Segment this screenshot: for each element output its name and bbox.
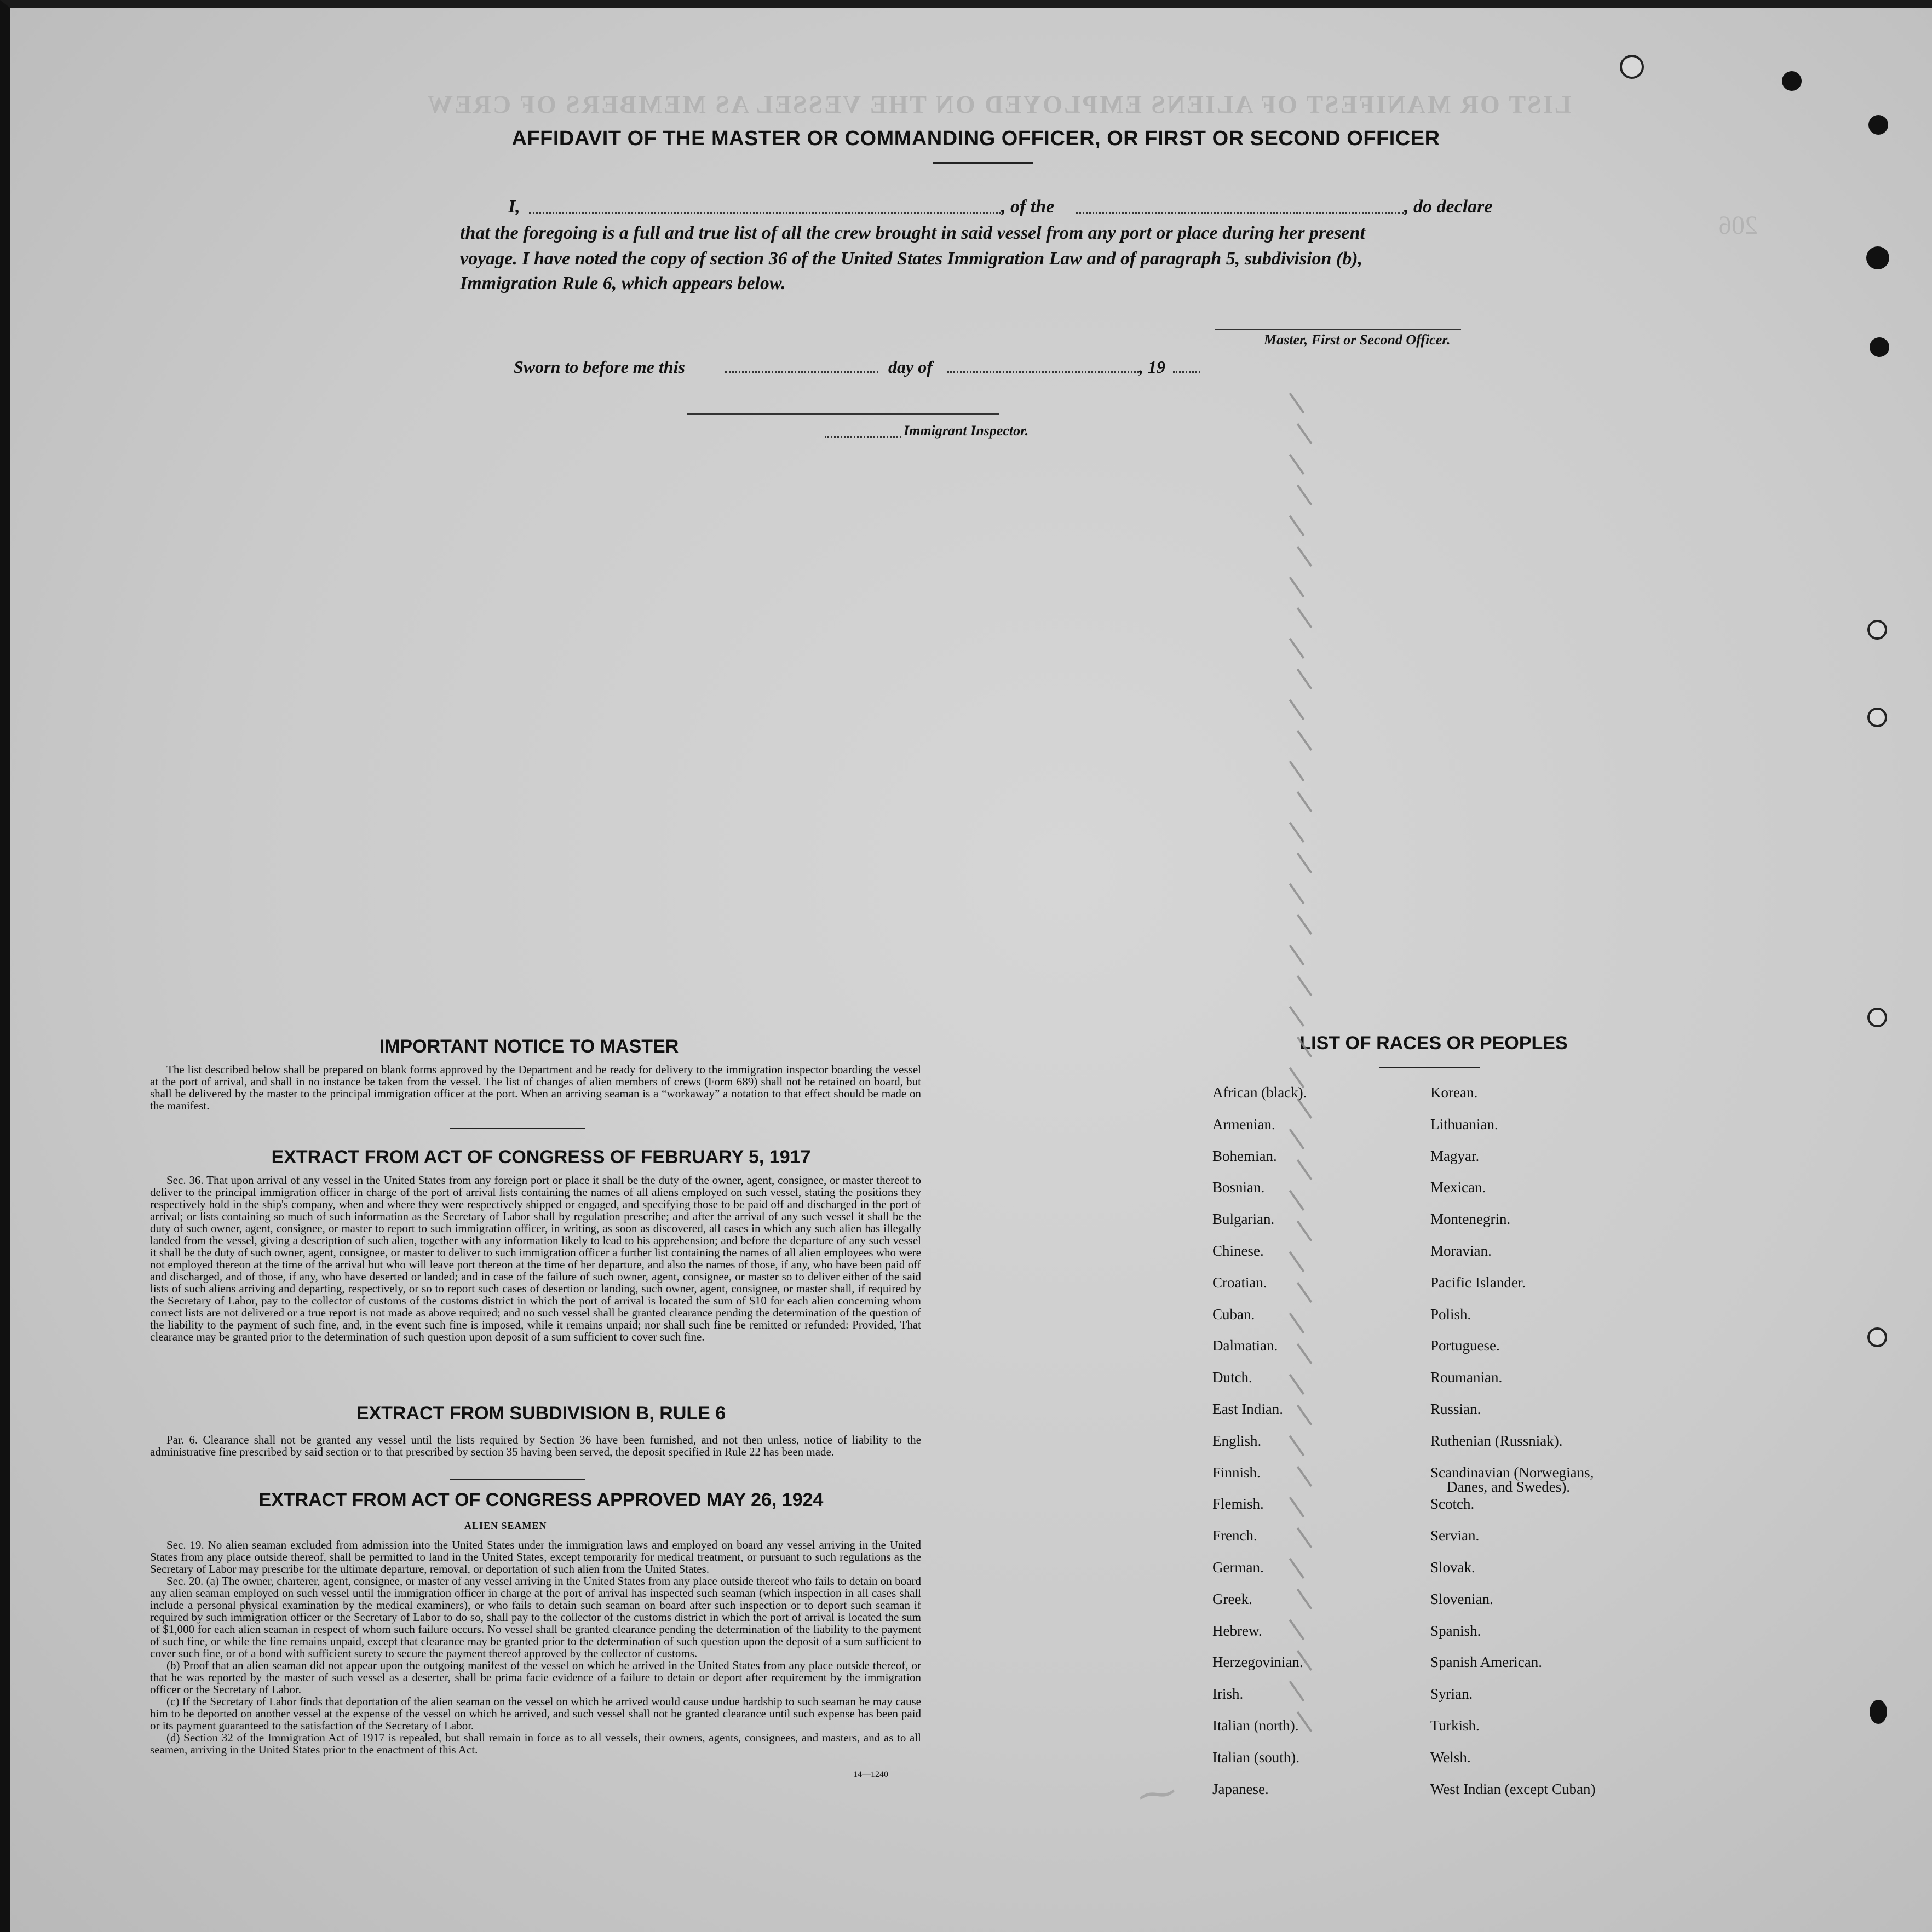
- race-left-item: French.: [1212, 1527, 1257, 1544]
- extract-rule6-text: Par. 6. Clearance shall not be granted any vessel until the lists required by Section 36 have been furnished, and not then unless, notice of liability to the administrative fine prescribed by said section or to that prescribed by section 35 having been served, the deposit specified in Rule 22 has been made.: [150, 1433, 921, 1458]
- extract-rule6-title: EXTRACT FROM SUBDIVISION B, RULE 6: [356, 1403, 726, 1424]
- check-mark: [1289, 577, 1305, 597]
- check-mark: [1297, 1282, 1313, 1303]
- check-mark: [1297, 1221, 1313, 1241]
- race-right-item: Portuguese.: [1430, 1337, 1500, 1354]
- sec-19-text: Sec. 19. No alien seaman excluded from admission into the United States under the immigration laws and employed on board any vessel arriving in the United States from any place outside thereof, shall be permitted to land in the United States, except temporarily for medical treatment, or pursuant to such regulations as the Secretary of Labor may prescribe for the ultimate departure, removal, or deportation of such alien from the United States.: [150, 1538, 921, 1576]
- affidavit-line-4: Immigration Rule 6, which appears below.: [460, 273, 786, 294]
- sworn-month-blank[interactable]: [947, 371, 1139, 373]
- check-mark: [1297, 853, 1313, 873]
- check-mark: [1289, 945, 1305, 965]
- sec-20b-text: (b) Proof that an alien seaman did not appear upon the outgoing manifest of the vessel on which he arrived in the United States from any place outside thereof, or that he was reported by the master of such vessel as a deserter, shall be prima facie evidence of a failure to detain or deport after requirement by the immigration officer or the Secretary of Labor.: [150, 1659, 921, 1696]
- sworn-year-blank[interactable]: [1173, 371, 1200, 373]
- extract-1917-body: [150, 1174, 921, 1343]
- race-left-item: Bulgarian.: [1212, 1211, 1275, 1228]
- race-right-item: Scandinavian (Norwegians,: [1430, 1464, 1594, 1481]
- race-left-item: Hebrew.: [1212, 1622, 1262, 1639]
- affidavit-name-blank[interactable]: [529, 212, 1001, 214]
- race-right-item: Pacific Islander.: [1430, 1274, 1526, 1291]
- check-mark: [1289, 1497, 1305, 1517]
- race-right-item: West Indian (except Cuban): [1430, 1780, 1596, 1797]
- binder-hole-4: [1867, 620, 1887, 640]
- check-mark: [1289, 822, 1305, 843]
- check-mark: [1289, 515, 1305, 536]
- race-left-item: Chinese.: [1212, 1243, 1264, 1259]
- race-right-item: Russian.: [1430, 1401, 1481, 1417]
- notice-rule: [450, 1128, 585, 1129]
- race-right-item: Mexican.: [1430, 1179, 1486, 1196]
- race-left-item: German.: [1212, 1559, 1264, 1576]
- race-right-item: Slovak.: [1430, 1559, 1475, 1576]
- binder-hole-5: [1867, 708, 1887, 727]
- check-mark: [1289, 393, 1305, 413]
- race-left-item: Japanese.: [1212, 1780, 1269, 1797]
- check-mark: [1289, 454, 1305, 475]
- race-left-item: Bosnian.: [1212, 1179, 1265, 1196]
- race-left-item: Cuban.: [1212, 1306, 1255, 1323]
- race-right-item: Montenegrin.: [1430, 1211, 1511, 1228]
- check-mark: [1289, 1190, 1305, 1211]
- check-mark: [1297, 607, 1313, 628]
- affidavit-title-rule: [933, 162, 1033, 164]
- form-number: 14—1240: [853, 1770, 888, 1779]
- sec-20d-text: (d) Section 32 of the Immigration Act of 1917 is repealed, but shall remain in force as to all vessels, their owners, agents, consignees, and masters, and as to all seamen, arriving in the United States prior to the enactment of this Act.: [150, 1731, 921, 1756]
- check-mark: [1289, 1006, 1305, 1027]
- race-right-item: Lithuanian.: [1430, 1116, 1498, 1132]
- race-left-item: Finnish.: [1212, 1464, 1261, 1481]
- extract-1917-title: EXTRACT FROM ACT OF CONGRESS OF FEBRUARY 5, 1917: [271, 1147, 811, 1168]
- inspector-signature-line[interactable]: [687, 413, 999, 415]
- race-left-item: Flemish.: [1212, 1496, 1264, 1513]
- race-right-item: Korean.: [1430, 1084, 1478, 1101]
- race-right-item: Danes, and Swedes).: [1447, 1478, 1570, 1495]
- check-mark: [1297, 975, 1313, 996]
- check-mark: [1289, 883, 1305, 904]
- race-left-item: Irish.: [1212, 1686, 1244, 1703]
- extract-1924-body: [150, 1539, 921, 1756]
- sec-20a-text: Sec. 20. (a) The owner, charterer, agent, consignee, or master of any vessel arriving in the United States from any place outside thereof who fails to detain on board any alien seaman employed on such vessel until the immigration officer in charge at the port of arrival has inspected such seaman (which inspection in all cases shall include a personal physical examination by the medical examiners), or who fails to detain such seaman on board after such inspection or to deport such seaman if required by such immigration officer or the Secretary of Labor to do so, shall pay to the collector of the customs district in which the port of arrival is located the sum of $1,000 for each alien seaman in respect of whom such failure occurs. No vessel shall be granted clearance pending the determination of the liability to the payment of such fine, or while the fine remains unpaid, except that clearance may be granted prior to the determination of such question upon the deposit of a sum sufficient to cover such fine, or of a bond with sufficient surety to secure the payment thereof approved by the collector of customs.: [150, 1574, 921, 1660]
- check-mark: [1297, 546, 1313, 567]
- check-mark: [1289, 1435, 1305, 1456]
- race-right-item: Roumanian.: [1430, 1369, 1503, 1386]
- race-right-item: Turkish.: [1430, 1717, 1480, 1734]
- ghost-header-title: LIST OR MANIFEST OF ALIENS EMPLOYED ON THE VESSEL AS MEMBERS OF CREW: [426, 90, 1572, 118]
- affidavit-of-the-label: , of the: [1001, 197, 1055, 217]
- race-left-item: East Indian.: [1212, 1401, 1283, 1417]
- check-mark: [1297, 669, 1313, 689]
- master-signature-line[interactable]: [1215, 329, 1461, 330]
- binder-hole-top-1: [1620, 55, 1644, 79]
- alien-seamen-subtitle: ALIEN SEAMEN: [464, 1520, 547, 1531]
- check-mark: [1289, 638, 1305, 659]
- race-left-item: Dutch.: [1212, 1369, 1252, 1386]
- check-mark: [1297, 1405, 1313, 1425]
- check-mark: [1289, 1681, 1305, 1701]
- check-mark: [1297, 423, 1313, 444]
- affidavit-vessel-blank[interactable]: [1076, 212, 1404, 214]
- inspector-signature-dots: [825, 436, 901, 438]
- race-right-item: Polish.: [1430, 1306, 1471, 1323]
- sworn-label: Sworn to before me this: [514, 357, 685, 377]
- binder-hole-3: [1870, 337, 1889, 357]
- race-left-item: African (black).: [1212, 1084, 1307, 1101]
- sworn-day-blank[interactable]: [725, 371, 878, 373]
- day-of-label: day of: [888, 357, 933, 377]
- extract-1917-text: Sec. 36. That upon arrival of any vessel in the United States from any foreign port or place it shall be the duty of the owner, agent, consignee, or master thereof to deliver to the principal immigration officer in charge of the port of arrival lists containing the names of all aliens employed on such vessel, stating the positions they respectively hold in the ship's company, when and where they were respectively shipped or engaged, and specifying those to be paid off and discharged in the port of arrival; or lists containing so much of such information as the Secretary of Labor shall by regulation prescribe; and after the arrival of any such vessel it shall be the duty of such owner, agent, consignee, or master to report to such immigration officer, in writing, as soon as discovered, all cases in which any such alien has illegally landed from the vessel, giving a description of such alien, together with any information likely to lead to his apprehension; and before the departure of any such vessel it shall be the duty of such owner, agent, consignee, or master to deliver to such immigration officer a further list containing the names of all alien employees who were not employed thereon at the time of the arrival but who will leave port thereon at the time of her departure, and also the names of those, if any, who have been paid off and discharged, and of those, if any, who have deserted or landed; and in case of the failure of such owner, agent, consignee, or master so to deliver either of the said lists of such aliens arriving and departing, respectively, or so to report such cases of desertion or landing, such owner, agent, consignee, or master shall, if required by the Secretary of Labor, pay to the collector of customs of the customs district in which the port of arrival is located the sum of $10 for each alien concerning whom correct lists are not delivered or a true report is not made as above required; and no such vessel shall be granted clearance pending the determination of the question of the liability to the payment of such fine, and, in the event such fine is imposed, while it remains unpaid; nor shall such fine be remitted or refunded: Provided, That clearance may be granted prior to the determination of such question upon deposit of a sum sufficient to cover such fine.: [150, 1174, 921, 1343]
- affidavit-line-2: that the foregoing is a full and true list of all the crew brought in said vessel from any port or place during her present: [460, 223, 1365, 243]
- binder-hole-top-2: [1782, 71, 1802, 91]
- affidavit-line-3: voyage. I have noted the copy of section 36 of the United States Immigration Law and of paragraph 5, subdivision (b),: [460, 249, 1363, 269]
- check-mark: [1297, 1466, 1313, 1487]
- race-right-item: Moravian.: [1430, 1243, 1492, 1259]
- race-left-item: Greek.: [1212, 1590, 1252, 1607]
- notice-title: IMPORTANT NOTICE TO MASTER: [379, 1036, 679, 1057]
- race-left-item: Dalmatian.: [1212, 1337, 1278, 1354]
- race-right-item: Spanish.: [1430, 1622, 1481, 1639]
- check-mark: [1289, 1374, 1305, 1395]
- race-right-item: Slovenian.: [1430, 1590, 1493, 1607]
- check-mark: [1297, 1589, 1313, 1609]
- check-mark: [1297, 730, 1313, 751]
- inspector-signature-label: Immigrant Inspector.: [904, 423, 1029, 439]
- race-left-item: English.: [1212, 1432, 1262, 1449]
- binder-hole-6: [1867, 1008, 1887, 1027]
- race-right-item: Syrian.: [1430, 1686, 1473, 1703]
- race-left-item: Armenian.: [1212, 1116, 1275, 1132]
- check-mark: [1297, 485, 1313, 505]
- notice-body: [150, 1063, 921, 1112]
- race-left-item: Italian (south).: [1212, 1749, 1300, 1766]
- check-mark: [1297, 1343, 1313, 1364]
- check-mark: [1297, 914, 1313, 935]
- check-mark: [1289, 1129, 1305, 1149]
- check-mark: [1289, 761, 1305, 781]
- check-mark: [1297, 1527, 1313, 1548]
- extract-rule6-body: [150, 1434, 921, 1458]
- race-right-item: Magyar.: [1430, 1147, 1480, 1164]
- race-left-item: Herzegovinian.: [1212, 1654, 1303, 1671]
- binder-hole-7: [1867, 1327, 1887, 1347]
- race-left-item: Italian (north).: [1212, 1717, 1299, 1734]
- year-label: , 19: [1139, 357, 1165, 377]
- race-right-item: Ruthenian (Russniak).: [1430, 1432, 1563, 1449]
- binder-hole-8: [1870, 1700, 1887, 1724]
- affidavit-do-declare-label: , do declare: [1404, 197, 1493, 217]
- check-mark: [1297, 791, 1313, 812]
- race-right-item: Spanish American.: [1430, 1654, 1542, 1671]
- check-mark: [1297, 1711, 1313, 1732]
- check-mark: [1289, 1251, 1305, 1272]
- check-mark: [1289, 699, 1305, 720]
- check-mark: [1297, 1159, 1313, 1180]
- races-title: LIST OF RACES OR PEOPLES: [1300, 1033, 1568, 1054]
- affidavit-title: AFFIDAVIT OF THE MASTER OR COMMANDING OFFICER, OR FIRST OR SECOND OFFICER: [511, 127, 1440, 150]
- sec-20c-text: (c) If the Secretary of Labor finds that deportation of the alien seaman on the vessel on which he arrived would cause undue hardship to such seaman he may cause him to be deported on another vessel at the expense of the vessel on which he arrived, and such vessel shall not be granted clearance until such expense has been paid or its payment guaranteed to the satisfaction of the Secretary of Labor.: [150, 1695, 921, 1732]
- extract-1924-title: EXTRACT FROM ACT OF CONGRESS APPROVED MAY 26, 1924: [258, 1490, 824, 1510]
- master-signature-label: Master, First or Second Officer.: [1264, 332, 1451, 348]
- race-right-item: Welsh.: [1430, 1749, 1471, 1766]
- pencil-scribble: ⁓: [1135, 1768, 1180, 1819]
- notice-body-text: The list described below shall be prepared on blank forms approved by the Department and be ready for delivery to the immigration inspector boarding the vessel at the port of arrival, and shall in no instance be taken from the vessel. The list of changes of alien members of crews (Form 689) shall not be retained on board, but shall be delivered by the master to the principal immigration officer at the port. When an arriving seaman is a “workaway” a notation to that effect should be made on the manifest.: [150, 1063, 921, 1112]
- check-mark: [1289, 1313, 1305, 1333]
- rule6-rule: [450, 1479, 585, 1480]
- ghost-page-number: 206: [1718, 211, 1758, 240]
- race-right-item: Servian.: [1430, 1527, 1480, 1544]
- affidavit-i-label: I,: [508, 197, 520, 217]
- check-mark: [1289, 1558, 1305, 1579]
- check-mark: [1289, 1619, 1305, 1640]
- race-right-item: Scotch.: [1430, 1496, 1475, 1513]
- race-left-item: Croatian.: [1212, 1274, 1267, 1291]
- race-left-item: Bohemian.: [1212, 1147, 1277, 1164]
- races-title-rule: [1379, 1067, 1480, 1068]
- binder-hole-2: [1866, 246, 1889, 269]
